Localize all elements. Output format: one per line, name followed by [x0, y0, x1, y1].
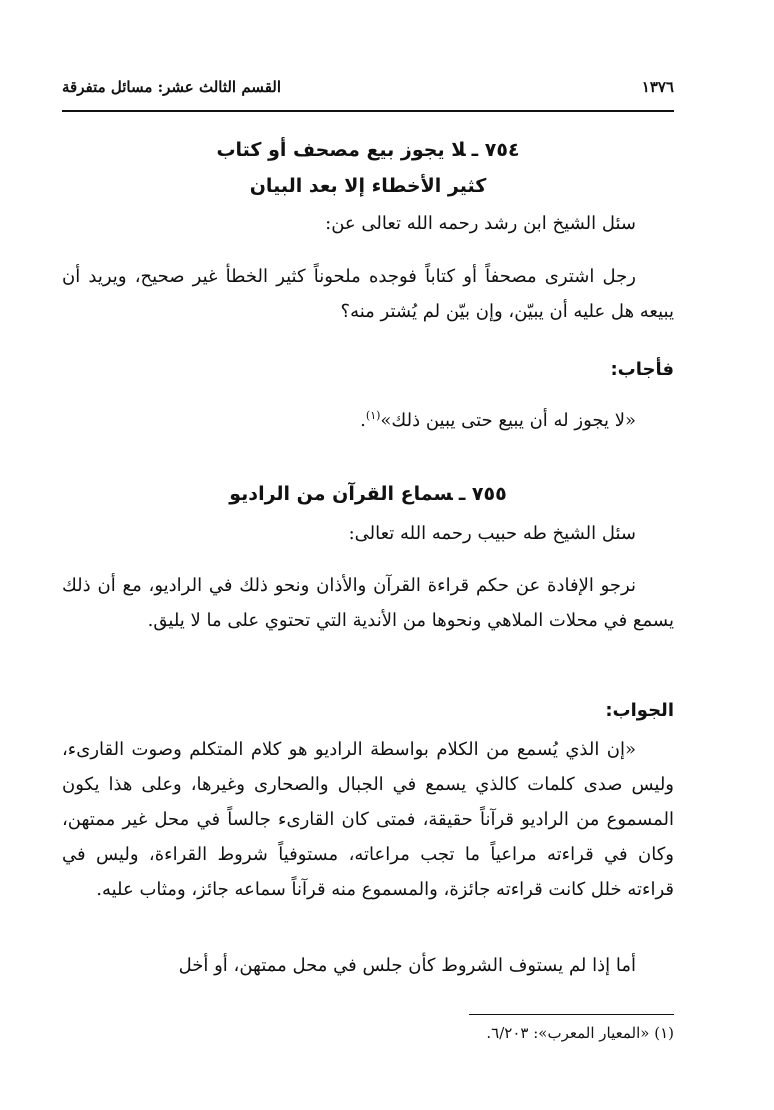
header-rule [62, 110, 674, 112]
section-title: القسم الثالث عشر: مسائل متفرقة [62, 78, 282, 96]
footnote-ref[interactable]: (١) [365, 409, 381, 422]
entry-754-number: ٧٥٤ ـ [471, 139, 520, 161]
entry-754-title-line1 [62, 132, 674, 168]
running-header [62, 72, 674, 102]
entry-754-answer-text: «لا يجوز له أن يبيع حتى يبين ذلك» [380, 410, 636, 431]
entry-755-answer-label: الجواب: [605, 700, 674, 721]
book-page [62, 0, 674, 1110]
entry-754-title-text-1: لا يجوز بيع مصحف أو كتاب [216, 139, 466, 161]
entry-755-intro: سئل الشيخ طه حبيب رحمه الله تعالى: [348, 523, 636, 544]
footnote [62, 1018, 674, 1048]
footnote-text: «المعيار المعرب»: ٦/٢٠٣. [486, 1024, 650, 1042]
entry-755-answer-p2: أما إذا لم يستوف الشروط كأن جلس في محل ممتهن، أو أخل [178, 955, 636, 976]
entry-755-answer-p1: «إن الذي يُسمع من الكلام بواسطة الراديو هو كلام المتكلم وصوت القارىء، وليس صدى كلمات كالذي يسمع في الجبال والصحارى وغيرها، وعلى هذا يكون المسموع من الراديو قرآناً حقيقة، فمتى كان القارىء جالساً في محل غير ممتهن، وكان في قراءته مراعياً ما تجب مراعاته، مستوفياً شروط القراءة، وليس في قراءته خلل كانت قراءته جائزة، والمسموع منه قرآناً سماعه جائز، ومثاب عليه. [62, 739, 674, 900]
entry-755-number: ٧٥٥ ـ [458, 483, 507, 505]
entry-755-title [62, 476, 674, 512]
page-number: ١٣٧٦ [641, 78, 674, 96]
entry-755-question: نرجو الإفادة عن حكم قراءة القرآن والأذان ونحو ذلك في الراديو، مع أن ذلك يسمع في محلات الملاهي ونحوها من الأندية التي تحتوي على ما لا يليق. [62, 575, 674, 631]
entry-754-answer [62, 403, 674, 438]
entry-754-answer-label: فأجاب: [610, 359, 674, 380]
entry-754-question: رجل اشترى مصحفاً أو كتاباً فوجده ملحوناً كثير الخطأ غير صحيح، ويريد أن يبيعه هل عليه أن يبيّن، وإن بيّن لم يُشتر منه؟ [62, 266, 674, 322]
footnote-rule [469, 1014, 674, 1015]
entry-755-title-text: سماع القرآن من الراديو [229, 483, 453, 505]
footnote-marker: (١) [654, 1024, 674, 1042]
entry-754-title-line2: كثير الأخطاء إلا بعد البيان [249, 175, 487, 197]
entry-754-answer-end: . [360, 410, 366, 431]
entry-754-intro: سئل الشيخ ابن رشد رحمه الله تعالى عن: [325, 213, 636, 234]
